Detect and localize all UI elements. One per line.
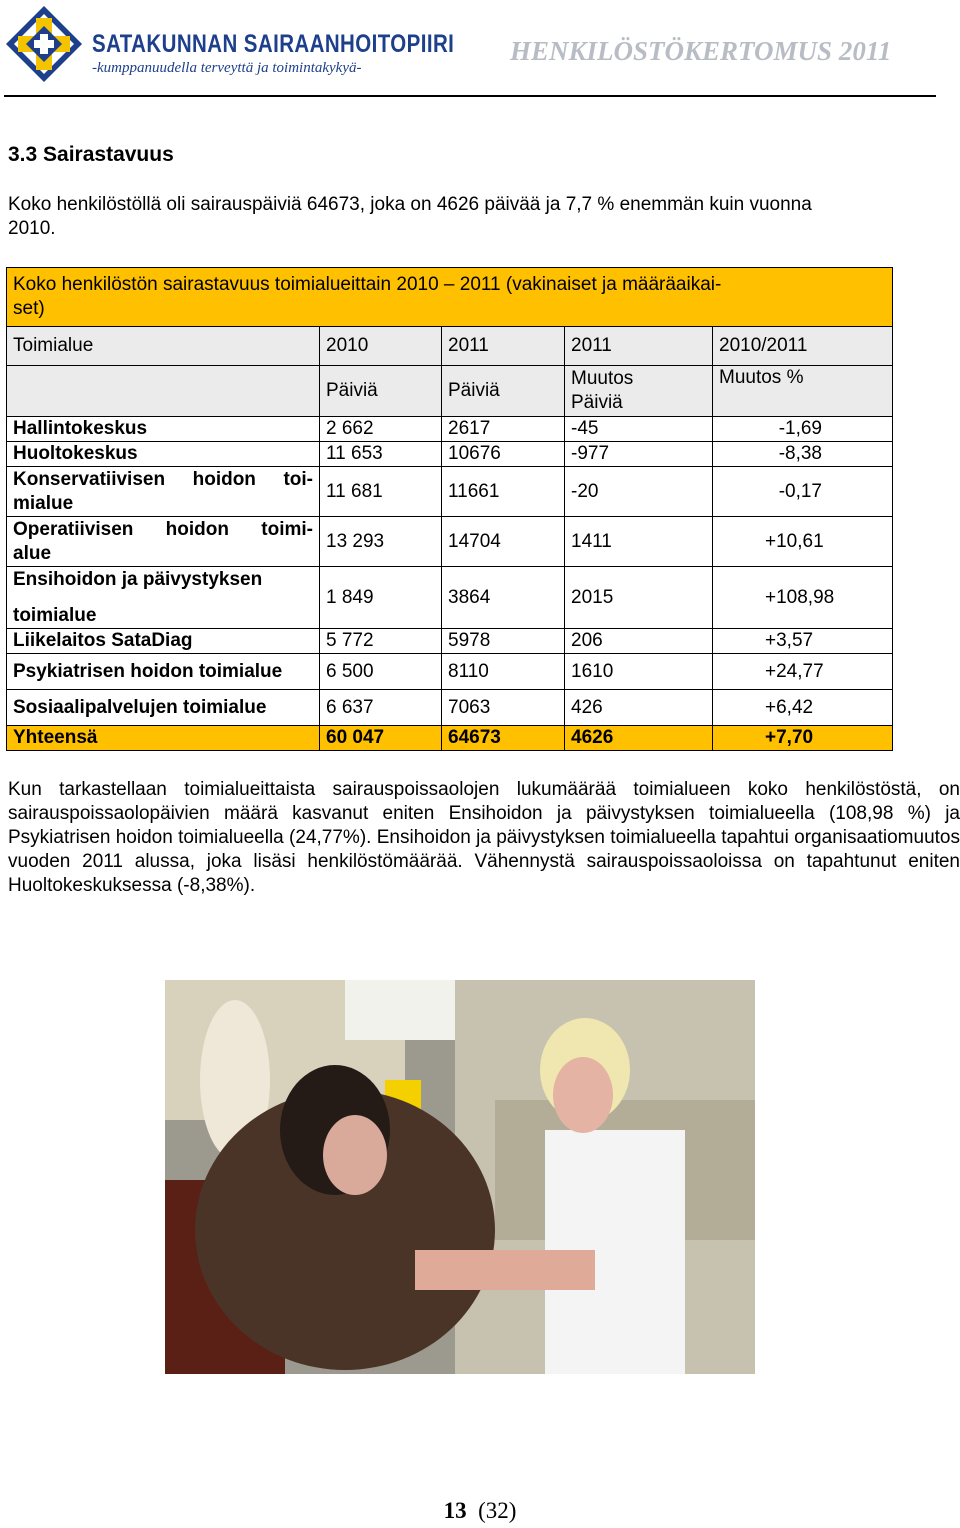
row-v2010: 6 500	[320, 654, 442, 690]
column-header: 2011	[565, 327, 713, 366]
table-body	[7, 417, 893, 726]
body-paragraph: Kun tarkastellaan toimialueittaista sairauspoissaolojen lukumäärää toimialueen koko henkilöstöstä, on sairauspoissaolopäivien määrä kasvanut eniten Ensihoidon ja päivystyksen toimialueella (108,98 %) ja Psykiatrisen hoidon toimialueella (24,77%). Ensihoidon ja päivystyksen toimialueella tapahtui organisaatiomuutos vuoden 2011 alussa, joka lisäsi henkilöstömäärää. Vähennystä sairauspoissaoloissa on tapahtunut eniten Huoltokeskuksessa (-8,38%).	[8, 779, 960, 896]
org-slogan: -kumppanuudella terveyttä ja toimintakykyä-	[92, 60, 362, 76]
subheader-cell	[7, 366, 320, 417]
table-title-row	[7, 268, 893, 327]
page-number: 13 (32)	[443, 1498, 517, 1523]
row-label: Psykiatrisen hoidon toimialue	[7, 654, 320, 690]
row-v2011: 14704	[442, 517, 565, 567]
subheader-cell: Muutos Päiviä	[565, 366, 713, 417]
subheader-cell: Päiviä	[442, 366, 565, 417]
row-pct: +3,57	[713, 629, 893, 654]
table-row	[7, 654, 893, 690]
row-label: Operatiivisen hoidon toimi- alue	[7, 517, 320, 567]
row-pct: -1,69	[713, 417, 893, 442]
row-label: Hallintokeskus	[7, 417, 320, 442]
table-subheader-row	[7, 366, 893, 417]
row-change: -45	[565, 417, 713, 442]
row-label: Ensihoidon ja päivystyksen toimialue	[7, 567, 320, 629]
row-v2010: 1 849	[320, 567, 442, 629]
row-pct: +24,77	[713, 654, 893, 690]
total-2010: 60 047	[320, 726, 442, 751]
row-v2011: 7063	[442, 690, 565, 726]
column-header: 2010/2011	[713, 327, 893, 366]
table-row	[7, 467, 893, 517]
row-label: Huoltokeskus	[7, 442, 320, 467]
row-label: Liikelaitos SataDiag	[7, 629, 320, 654]
row-v2010: 11 653	[320, 442, 442, 467]
page-header	[0, 0, 960, 100]
row-pct: -0,17	[713, 467, 893, 517]
row-change: 1610	[565, 654, 713, 690]
table-total-row	[7, 726, 893, 751]
sick-leave-table	[6, 267, 893, 751]
row-change: -977	[565, 442, 713, 467]
row-change: 206	[565, 629, 713, 654]
table-row	[7, 517, 893, 567]
section-heading: 3.3 Sairastavuus	[8, 143, 174, 166]
column-header: Toimialue	[7, 327, 320, 366]
row-v2011: 5978	[442, 629, 565, 654]
row-pct: +10,61	[713, 517, 893, 567]
row-change: 2015	[565, 567, 713, 629]
row-change: 426	[565, 690, 713, 726]
hospital-district-logo	[4, 4, 84, 84]
report-title: HENKILÖSTÖKERTOMUS 2011	[510, 36, 892, 66]
table-row	[7, 417, 893, 442]
row-change: 1411	[565, 517, 713, 567]
row-v2011: 11661	[442, 467, 565, 517]
row-label: Sosiaalipalvelujen toimialue	[7, 690, 320, 726]
row-v2011: 8110	[442, 654, 565, 690]
total-change: 4626	[565, 726, 713, 751]
org-name: SATAKUNNAN SAIRAANHOITOPIIRI	[92, 30, 455, 58]
subheader-cell: Päiviä	[320, 366, 442, 417]
row-v2011: 2617	[442, 417, 565, 442]
table-header-row	[7, 327, 893, 366]
row-v2011: 10676	[442, 442, 565, 467]
total-2011: 64673	[442, 726, 565, 751]
table-row	[7, 690, 893, 726]
row-pct: +108,98	[713, 567, 893, 629]
table-title: Koko henkilöstön sairastavuus toimialueittain 2010 – 2011 (vakinaiset ja määräaikai- set)	[7, 268, 893, 327]
column-header: 2010	[320, 327, 442, 366]
row-v2011: 3864	[442, 567, 565, 629]
total-label: Yhteensä	[7, 726, 320, 751]
subheader-cell: Muutos %	[713, 366, 893, 417]
table-row	[7, 442, 893, 467]
row-v2010: 6 637	[320, 690, 442, 726]
column-header: 2011	[442, 327, 565, 366]
row-label: Konservatiivisen hoidon toi- mialue	[7, 467, 320, 517]
row-v2010: 5 772	[320, 629, 442, 654]
row-pct: +6,42	[713, 690, 893, 726]
photo-illustration	[165, 980, 755, 1374]
table-row	[7, 629, 893, 654]
row-pct: -8,38	[713, 442, 893, 467]
row-v2010: 13 293	[320, 517, 442, 567]
header-rule	[4, 95, 936, 97]
total-pct: +7,70	[713, 726, 893, 751]
table-row	[7, 567, 893, 629]
row-change: -20	[565, 467, 713, 517]
row-v2010: 2 662	[320, 417, 442, 442]
intro-paragraph: Koko henkilöstöllä oli sairauspäiviä 64673, joka on 4626 päivää ja 7,7 % enemmän kuin vuonna 2010.	[8, 194, 812, 239]
row-v2010: 11 681	[320, 467, 442, 517]
blood-sample-photo	[165, 980, 755, 1374]
